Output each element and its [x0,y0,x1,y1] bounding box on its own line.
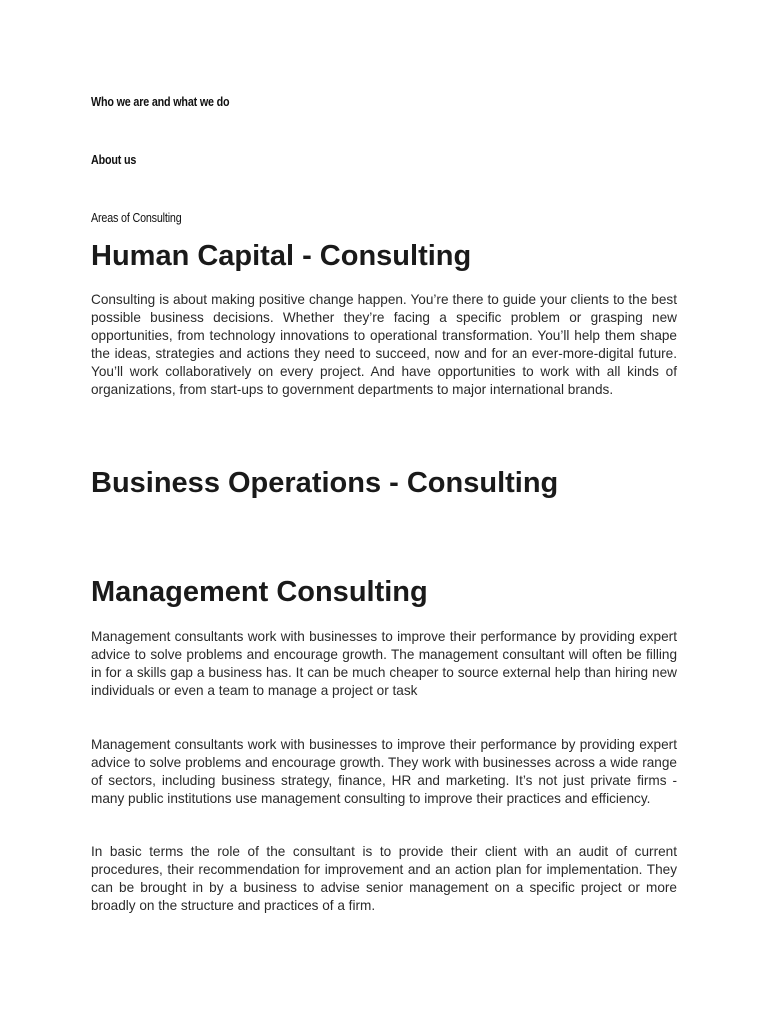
paragraph-management-2: Management consultants work with businesses to improve their performance by providing expert advice to solve problems and encourage growth. They work with businesses across a wide range of sectors, including business strategy, finance, HR and marketing. It’s not just private firms - many public institutions use management consulting to improve their practices and efficiency. [91,737,677,806]
paragraph-management-1: Management consultants work with businesses to improve their performance by providing expert advice to solve problems and encourage growth. The management consultant will often be filling in for a skills gap a business has. It can be much cheaper to source external help than hiring new individuals or even a team to manage a project or task [91,629,677,698]
nav-link-who-we-are[interactable]: Who we are and what we do [91,95,230,109]
paragraph-human-capital: Consulting is about making positive change happen. You’re there to guide your clients to the best possible business decisions. Whether they’re facing a specific problem or grasping new opportunities, from technology innovations to operational transformation. You’ll help them shape the ideas, strategies and actions they need to succeed, now and for an ever-more-digital future. You’ll work collaboratively on every project. And have opportunities to work with all kinds of organizations, from start-ups to government departments to major international brands. [91,292,677,397]
heading-management-consulting: Management Consulting [91,576,428,608]
heading-business-operations: Business Operations - Consulting [91,467,559,499]
heading-human-capital: Human Capital - Consulting [91,240,472,272]
paragraph-management-3: In basic terms the role of the consultant is to provide their client with an audit of current procedures, their recommendation for improvement and an action plan for implementation. They can be brought in by a business to advise senior management on a specific project or more broadly on the structure and practices of a firm. [91,844,677,913]
nav-link-about-us[interactable]: About us [91,153,137,167]
nav-link-areas-of-consulting[interactable]: Areas of Consulting [91,211,182,225]
